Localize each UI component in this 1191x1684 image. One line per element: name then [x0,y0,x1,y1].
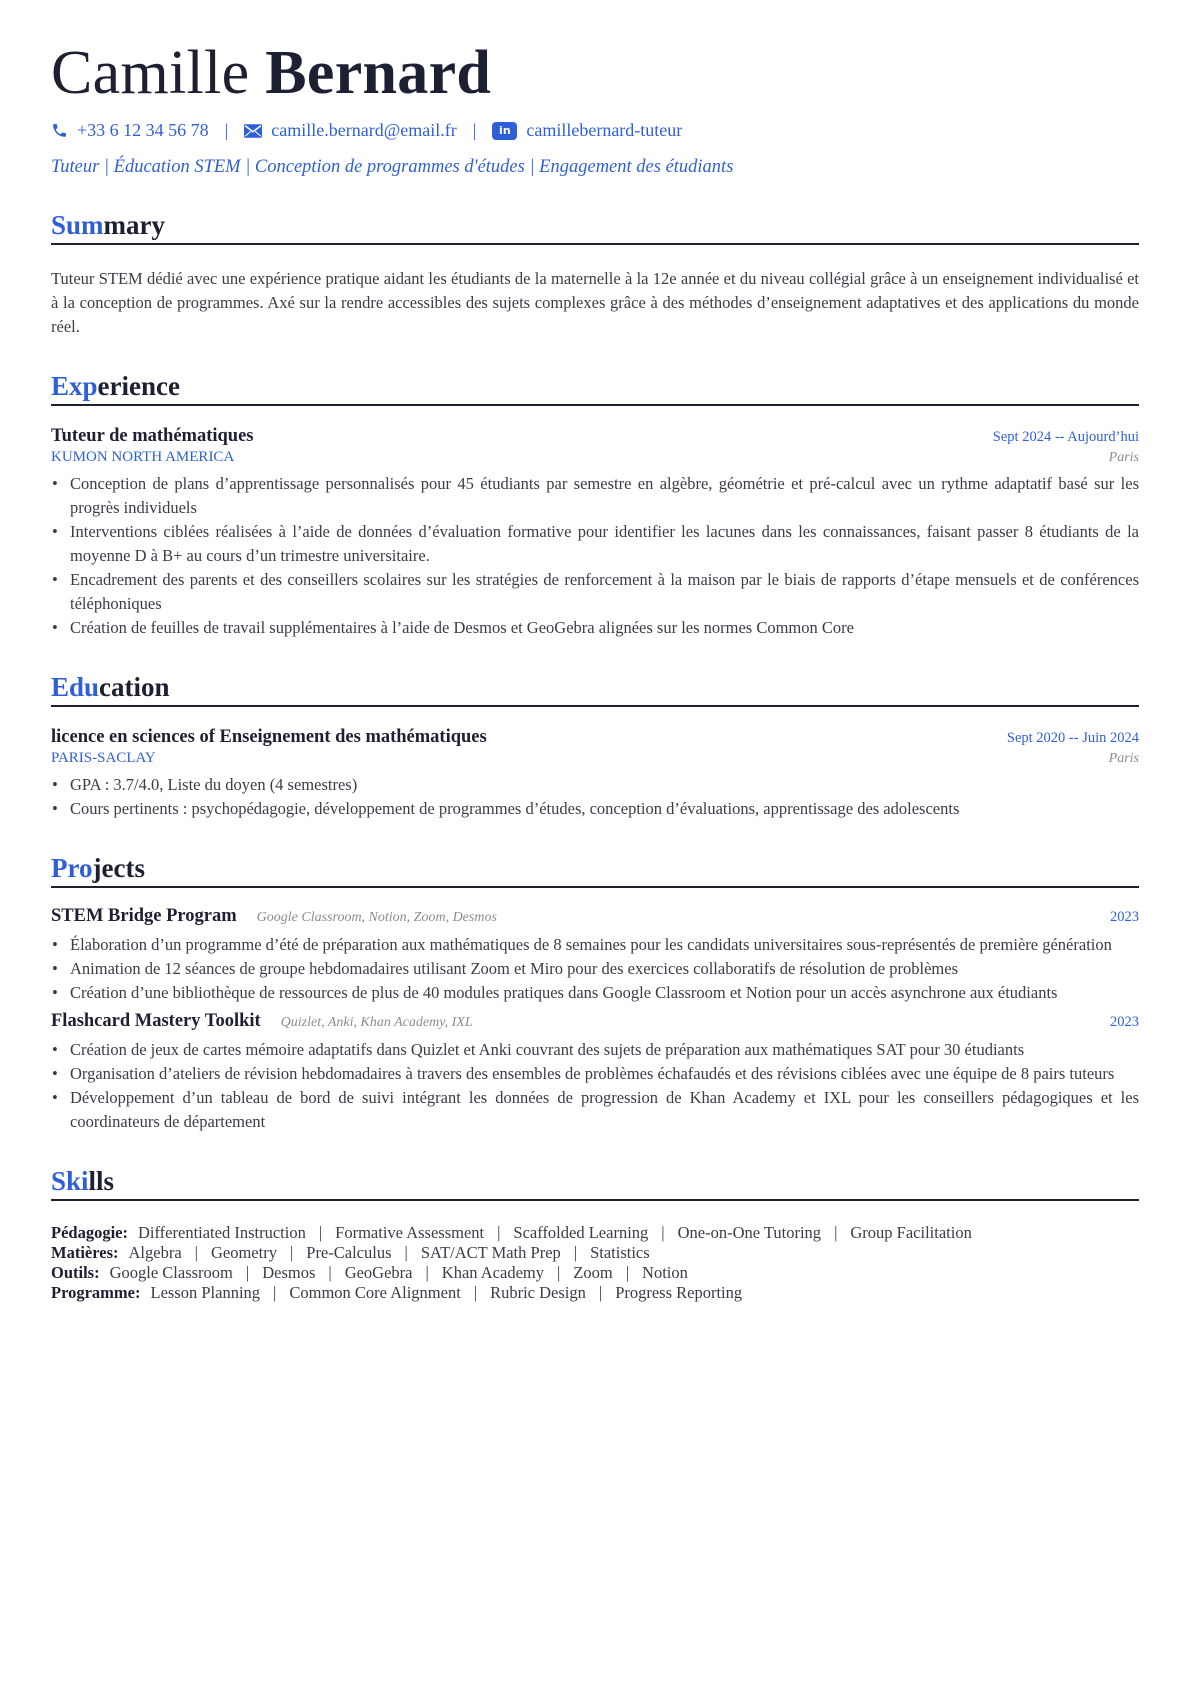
job-date: Sept 2024 -- Aujourd’hui [992,429,1139,445]
skill-separator: | [473,1283,478,1302]
project-name: Flashcard Mastery Toolkit [51,1011,261,1031]
list-item: • Animation de 12 séances de groupe hebdomadaires utilisant Zoom et Miro pour des exercices collaboratifs de résolution de problèmes [51,957,1139,981]
project-date: 2023 [1110,1014,1139,1030]
phone-icon [51,122,68,139]
skills-row [51,1263,1139,1283]
contact-separator: | [224,120,229,140]
skill-separator: | [273,1283,277,1302]
skill-item: Group Facilitation [850,1223,972,1242]
skill-item: SAT/ACT Math Prep [420,1243,561,1262]
section-title-accent: Ski [51,1166,89,1196]
skill-item: Rubric Design [490,1283,586,1302]
list-item: • Conception de plans d’apprentissage personnalisés pour 45 étudiants par semestre en algèbre, géométrie et pré-calcul avec un rythme adaptatif basé sur les progrès individuels [51,472,1139,520]
skill-separator: | [573,1243,578,1262]
phone-link[interactable] [51,120,209,141]
candidate-name [51,39,1139,107]
skill-separator: | [404,1243,408,1262]
job-bullets [51,472,1139,640]
experience-entry [51,426,1139,640]
education-bullets [51,773,1139,821]
skill-item: Zoom [573,1263,613,1282]
envelope-icon [244,124,262,138]
skill-item: GeoGebra [344,1263,413,1282]
contact-separator: | [472,120,477,140]
skill-item: Formative Assessment [335,1223,485,1242]
project-tech: Google Classroom, Notion, Zoom, Desmos [256,910,497,925]
skill-separator: | [661,1223,665,1242]
skill-separator: | [625,1263,630,1282]
school-name: PARIS-SACLAY [51,750,156,766]
section-title-rest: erience [97,371,180,401]
skill-item: Algebra [128,1243,182,1262]
skill-item: Lesson Planning [150,1283,261,1302]
skill-separator: | [425,1263,429,1282]
skill-item: Desmos [262,1263,316,1282]
list-item: • Encadrement des parents et des conseillers scolaires sur les stratégies de renforcement à la maison par le biais de rapports d’étape mensuels et de conférences téléphoniques [51,568,1139,616]
project-name: STEM Bridge Program [51,906,237,926]
linkedin-link[interactable] [492,120,682,141]
skill-separator: | [318,1223,323,1242]
section-title-experience [51,371,1139,406]
skills-row [51,1243,1139,1263]
skill-item: Statistics [590,1243,650,1262]
skill-separator: | [834,1223,838,1242]
job-location: Paris [1108,450,1139,465]
skill-item: Common Core Alignment [289,1283,461,1302]
job-title: Tuteur de mathématiques [51,426,254,446]
section-title-projects [51,853,1139,888]
phone-number: +33 6 12 34 56 78 [77,120,209,140]
school-location: Paris [1108,751,1139,766]
last-name: Bernard [265,39,492,107]
skill-item: Scaffolded Learning [513,1223,649,1242]
skills-row [51,1223,1139,1243]
skill-category: Matières: [51,1243,119,1262]
skill-item: One-on-One Tutoring [677,1223,822,1242]
linkedin-handle: camillebernard-tuteur [526,120,683,140]
project-tech: Quizlet, Anki, Khan Academy, IXL [280,1015,473,1030]
linkedin-icon: in [492,122,517,140]
section-title-accent: Exp [51,371,98,401]
degree-title: licence en sciences of Enseignement des mathématiques [51,727,487,747]
skill-separator: | [245,1263,250,1282]
project-entry [51,906,1139,1005]
section-title-accent: Pro [51,853,93,883]
list-item: • Interventions ciblées réalisées à l’aide de données d’évaluation formative pour identifier les lacunes dans les connaissances, faisant passer 8 étudiants de la moyenne D à B+ au cours d’un trimestre universitaire. [51,520,1139,568]
section-title-rest: mary [103,210,166,240]
skill-item: Google Classroom [109,1263,233,1282]
employer-name: KUMON NORTH AMERICA [51,449,235,465]
skill-separator: | [289,1243,294,1262]
list-item: • Élaboration d’un programme d’été de préparation aux mathématiques de 8 semaines pour les candidats universitaires sous-représentés de première génération [51,933,1139,957]
skill-separator: | [497,1223,501,1242]
list-item: • Création de feuilles de travail supplémentaires à l’aide de Desmos et GeoGebra alignées sur les normes Common Core [51,616,1139,640]
list-item: • GPA : 3.7/4.0, Liste du doyen (4 semestres) [51,773,1139,797]
skill-item: Notion [642,1263,688,1282]
section-title-skills [51,1166,1139,1201]
list-item: • Développement d’un tableau de bord de suivi intégrant les données de progression de Khan Academy et IXL pour les conseillers pédagogiques et les coordinateurs de département [51,1086,1139,1134]
project-bullets [51,933,1139,1005]
email-link[interactable] [244,120,456,141]
skill-separator: | [556,1263,561,1282]
project-entry [51,1011,1139,1134]
section-title-education [51,672,1139,707]
skill-item: Differentiated Instruction [137,1223,306,1242]
education-entry [51,727,1139,821]
skill-item: Geometry [210,1243,277,1262]
skill-separator: | [598,1283,603,1302]
section-title-rest: lls [88,1166,115,1196]
section-title-rest: cation [99,672,170,702]
summary-text: Tuteur STEM dédié avec une expérience pratique aidant les étudiants de la maternelle à la 12e année et du niveau collégial grâce à un enseignement individualisé et à la conception de programmes. Axé sur la rendre accessibles des sujets complexes grâce à des méthodes d’enseignement adaptatives et des applications du monde réel. [51,269,1139,336]
list-item: • Cours pertinents : psychopédagogie, développement de programmes d’études, conception d’évaluations, apprentissage des adolescents [51,797,1139,821]
list-item: • Organisation d’ateliers de révision hebdomadaires à travers des ensembles de problèmes échafaudés et des révisions ciblées avec une équipe de 8 pairs tuteurs [51,1062,1139,1086]
email-address: camille.bernard@email.fr [271,120,457,140]
skill-item: Khan Academy [441,1263,544,1282]
list-item: • Création de jeux de cartes mémoire adaptatifs dans Quizlet et Anki couvrant des sujets de préparation aux mathématiques SAT pour 30 étudiants [51,1038,1139,1062]
contact-line [51,120,1139,141]
skill-category: Programme: [51,1283,141,1302]
section-title-rest: jects [92,853,145,883]
section-title-summary [51,210,1139,245]
section-title-accent: Sum [51,210,104,240]
project-date: 2023 [1110,909,1139,925]
skill-category: Outils: [51,1263,100,1282]
degree-date: Sept 2020 -- Juin 2024 [1006,730,1139,746]
skill-separator: | [194,1243,198,1262]
skill-category: Pédagogie: [51,1223,128,1242]
skills-list [51,1223,1139,1303]
list-item: • Création d’une bibliothèque de ressources de plus de 40 modules pratiques dans Google Classroom et Notion pour un accès asynchrone aux étudiants [51,981,1139,1005]
first-name: Camille [51,39,250,107]
project-bullets [51,1038,1139,1134]
skill-item: Progress Reporting [615,1283,743,1302]
skill-separator: | [328,1263,332,1282]
skill-item: Pre-Calculus [306,1243,392,1262]
skills-row [51,1283,1139,1303]
tagline: Tuteur | Éducation STEM | Conception de programmes d'études | Engagement des étudiants [51,157,734,177]
section-title-accent: Edu [51,672,100,702]
